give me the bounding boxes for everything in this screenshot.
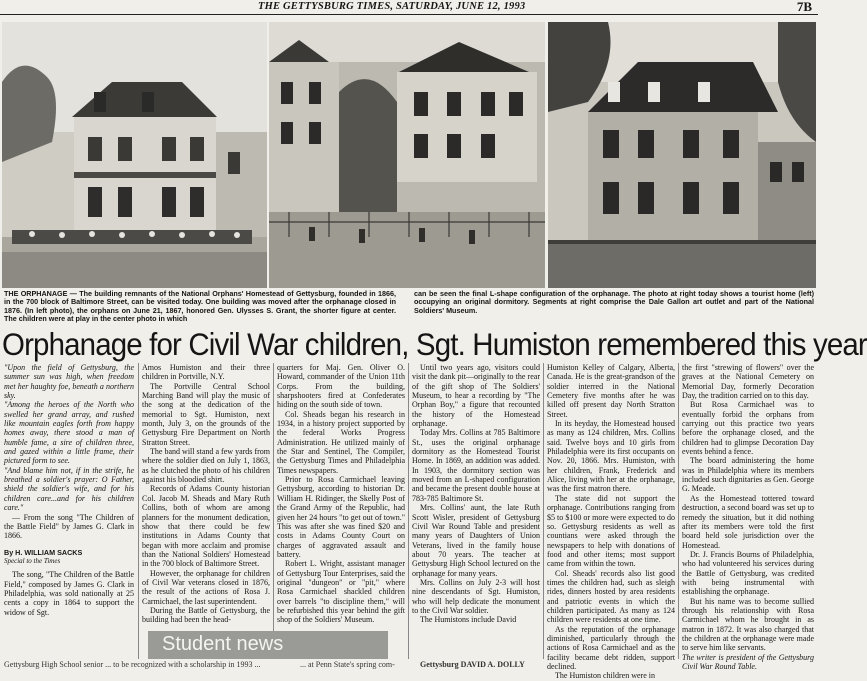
caption-lead: THE ORPHANAGE [4, 289, 68, 298]
photo-orphans-1867 [2, 22, 267, 288]
poem-verse: "Upon the field of Gettysburg, the summer sun was high, when freedom met her haughty foe, beneath a northern sky. [4, 363, 134, 401]
footer-teaser-right: Gettysburg DAVID A. DOLLY [420, 660, 525, 669]
student-news-banner [148, 631, 388, 659]
article-paragraph: The board administering the home was in Philadelphia where its members included such dignitaries as Gen. George G. Meade. [682, 456, 814, 494]
article-paragraph: Col. Sheads began his research in 1934, in a history project supported by the federal Works Progress Administration. He utilized mainly of the Star and Sentinel, The Compiler, the Gettysburg Times and Philadelphia Times newspapers. [277, 409, 405, 475]
article-paragraph: the first "strewing of flowers" over the graves at the National Cemetery on Memorial Day, formerly Decoration Day, the tradition carried on to this day. [682, 363, 814, 401]
footer-teaser-mid: ... at Penn State's spring com- [300, 660, 395, 669]
masthead-title: THE GETTYSBURG TIMES, SATURDAY, JUNE 12, 1993 [258, 1, 526, 12]
photo-caption-left [4, 290, 396, 324]
article-paragraph: quarters for Maj. Gen. Oliver O. Howard, commander of the Union 11th Corps. From the building, sharpshooters fired at Confederates hiding on the south side of town. [277, 363, 405, 410]
author-credit: The writer is president of the Gettysburg Civil War Round Table. [682, 652, 814, 671]
article-paragraph: As the Homestead tottered toward destruction, a second board was set up to remedy the situation, but it did nothing after its members were told the first board held sole jurisdiction over the Homestead. [682, 493, 814, 550]
article-paragraph: The band will stand a few yards from where the soldier died on July 1, 1863, as he clutched the photo of his children against his bloodied shirt. [142, 447, 270, 485]
article-paragraph: The Portville Central School Marching Band will play the music of the song at the dedication of the memorial to Sgt. Humiston, next month, July 3, on the grounds of the Gettysburg Fire Department on North Stratton Street. [142, 381, 270, 447]
footer-teaser-left: Gettysburg High School senior ... to be recognized with a scholarship in 1993 ... [4, 660, 261, 669]
caption-left-text: — The building remnants of the National Orphans' Homestead of Gettysburg, founded in 1866, in the 700 block of Baltimore Street, can be visited today. One building was moved after the orphanage closed in 1876. (In left photo), the orphans on June 21, 1867, honored Gen. Ulysses S. Grant, the shorter figure at center. The children were at play in the center photo in which [4, 289, 396, 324]
article-paragraph: Mrs. Collins' aunt, the late Ruth Scott Wisler, president of Gettysburg Civil War Round Table and president many years of Daughters of Union Veterans, lived in the family house about 70 years. The teacher at Gettysburg High School lectured on the orphanage for many years. [412, 503, 540, 578]
article-paragraph: Amos Humiston and their three children in Portville, N.Y. [142, 363, 270, 382]
photo-caption-right [414, 290, 814, 324]
article-paragraph: Until two years ago, visitors could visit the dank pit—originally to the rear of the gift shop of The Soldiers' Museum, to hear a recording by "The Orphan Boy," a figure that recounted the history of the Homestead orphanage. [412, 363, 540, 429]
article-paragraph: But Rosa Carmichael was to eventually forbid the orphans from carrying out this practice two years before the orphanage closed, and the children had to glimpse Decoration Day events behind a fence. [682, 400, 814, 457]
article-paragraph: But his name was to become sullied through his relationship with Rosa Carmichael whom he brought in as matron in 1872. It was also charged that the children at the orphanage were made to serve him like servants. [682, 596, 814, 653]
byline-affiliation: Special to the Times [4, 556, 61, 565]
student-news-label: Student news [162, 633, 284, 655]
article-column-3 [277, 363, 405, 628]
article-paragraph: The song, "The Children of the Battle Field," composed by James G. Clark in Philadelphia, was sold nationally at 25 cents a copy in 1864 to support the widow of Sgt. [4, 570, 134, 617]
article-column-2 [142, 363, 270, 628]
article-paragraph: However, the orphanage for children of Civil War veterans closed in 1876, the result of the actions of Rosa J. Carmichael, the last superintendent. [142, 568, 270, 606]
article-paragraph: Robert L. Wright, assistant manager of Gettysburg Tour Enterprises, said the original "dungeon" or "pit," where Rosa Carmichael shackled children over barrels "to discipline them," will be refurbished this year behind the gift shop of the Soldiers' Museum. [277, 559, 405, 625]
footer-teaser [0, 660, 818, 671]
page-number: 7B [796, 0, 812, 14]
article-column-4 [412, 363, 540, 659]
byline: By H. WILLIAM SACKS [4, 547, 83, 557]
article-paragraph: During the Battle of Gettysburg, the building had been the head- [142, 605, 270, 625]
photo-orphanage-lshape [269, 22, 545, 288]
article-column-6 [682, 363, 814, 671]
article-paragraph: Prior to Rosa Carmichael leaving Gettysburg, according to historian Dr. William H. Ridinger, the Skelly Post of the Grand Army of the Republic, had given her 24 hours "to get out of town." This was after she was fined $20 and costs in Adams County Court on charges of aggravated assault and battery. [277, 475, 405, 559]
photo-tourist-home-today [548, 22, 816, 288]
headline: Orphanage for Civil War children, Sgt. Humiston remembered this year [2, 326, 867, 362]
poem-verse: "And blame him not, if in the strife, he breathed a soldier's prayer: O Father, shield the soldier's wife, and for his children care...and for his children care." [4, 465, 134, 513]
article-paragraph: As the reputation of the orphanage diminished, particularly through the actions of Rosa Carmichael and as the facility became debt ridden, support declined. [547, 624, 675, 671]
article-paragraph: Today Mrs. Collins at 785 Baltimore St., uses the original orphanage dormitory as the Homestead Tourist Home. In 1869, an addition was added. In 1903, the dormitory section was moved from an L-shaped configuration and became the present double house at 783-785 Baltimore St. [412, 428, 540, 503]
article-column-1 [4, 363, 134, 659]
article-paragraph: The state did not support the orphanage. Contributions ranging from $5 to $100 or more were expected to do so. Gettysburg residents as well as countians were asked through the newspapers to help with donations of food and other items; most support came from within the town. [547, 493, 675, 569]
article-column-5 [547, 363, 675, 681]
article-paragraph: Mrs. Collins on July 2-3 will host nine descendants of Sgt. Humiston, who will help dedicate the monument to the Civil War soldier. [412, 577, 540, 615]
article-paragraph: Dr. J. Francis Bourns of Philadelphia, who had volunteered his services during the Battle of Gettysburg, was credited with being instrumental with establishing the orphanage. [682, 549, 814, 597]
caption-right-text: can be seen the final L-shape configuration of the orphanage. The photo at right today shows a tourist home (left) occupying an original dormitory. Segments at right comprise the Dale Gallon art outlet and part of the National Soldiers' Museum. [414, 289, 814, 315]
article-paragraph: The Humiston children were in [555, 671, 655, 681]
masthead [0, 0, 818, 15]
article-paragraph: In its heyday, the Homestead housed as many as 124 children, Mrs. Collins said. Twelve boys and 10 girls from Philadelphia were its first occupants on Nov. 20, 1866. Mrs. Humiston, with her children, Frank, Frederick and Alice, living with her at the orphanage, was the first matron there. [547, 419, 675, 494]
article-paragraph: Humiston Kelley of Calgary, Alberta, Canada. He is the great-grandson of the soldier interred in the National Cemetery five months after he was killed off present day North Stratton Street. [547, 363, 675, 419]
poem-attribution: — From the song "The Children of the Battle Field" by James G. Clark in 1866. [4, 512, 134, 541]
poem-verse: "Among the heroes of the North who swelled her grand array, and rushed like mountain eagles forth from happy homes away, there stood a man of humble fame, a sire of children three, and gazed within a little frame, their pictured form to see. [4, 400, 134, 466]
article-paragraph: The Humistons include David [420, 615, 517, 625]
article-paragraph: Col. Sheads' records also list good times the children had, such as sleigh rides, dinners hosted by area residents and patriotic events in which the children participated. As many as 124 children were residents at one time. [547, 568, 675, 625]
article-paragraph: Records of Adams County historian Col. Jacob M. Sheads and Mary Ruth Collins, both of whom are among planners for the monument dedication, show that there could be few institutions in Adams County that began with more acclaim and promise than the National Soldiers' Homestead in the 700 block of Baltimore Street. [142, 484, 270, 569]
